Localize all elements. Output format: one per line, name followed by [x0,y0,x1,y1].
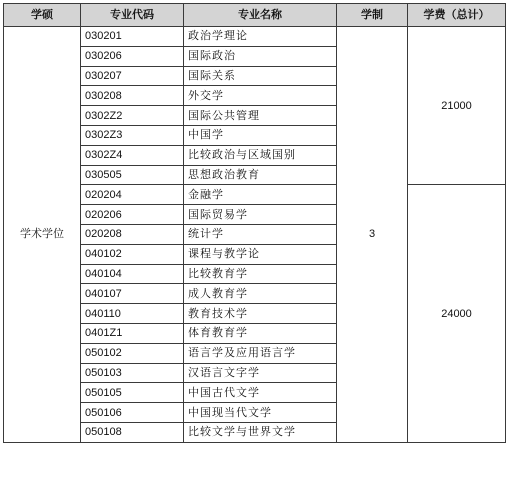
major-name-cell: 比较文学与世界文学 [184,422,337,442]
tuition-fee-cell: 24000 [408,185,506,442]
major-name-cell: 教育技术学 [184,304,337,324]
major-name-cell: 国际政治 [184,46,337,66]
table-row [4,27,506,47]
major-code-cell: 030505 [81,165,184,185]
major-code-cell: 0302Z4 [81,145,184,165]
major-name-cell: 成人教育学 [184,284,337,304]
major-name-cell: 比较教育学 [184,264,337,284]
major-code-cell: 020204 [81,185,184,205]
major-code-cell: 050102 [81,343,184,363]
major-code-cell: 040104 [81,264,184,284]
major-name-cell: 中国学 [184,125,337,145]
major-code-cell: 050105 [81,383,184,403]
major-code-cell: 040102 [81,244,184,264]
table-body [4,27,506,443]
major-name-cell: 比较政治与区域国别 [184,145,337,165]
major-name-cell: 中国古代文学 [184,383,337,403]
major-name-cell: 金融学 [184,185,337,205]
years-cell: 3 [337,27,408,443]
header-name: 专业名称 [184,4,337,27]
major-code-cell: 030201 [81,27,184,47]
document-page [3,3,506,443]
major-name-cell: 思想政治教育 [184,165,337,185]
major-code-cell: 030207 [81,66,184,86]
major-code-cell: 050106 [81,403,184,423]
major-name-cell: 汉语言文字学 [184,363,337,383]
header-code: 专业代码 [81,4,184,27]
header-years: 学制 [337,4,408,27]
major-name-cell: 语言学及应用语言学 [184,343,337,363]
major-code-cell: 050103 [81,363,184,383]
major-name-cell: 国际公共管理 [184,106,337,126]
major-code-cell: 020208 [81,224,184,244]
major-code-cell: 030208 [81,86,184,106]
major-name-cell: 政治学理论 [184,27,337,47]
major-code-cell: 030206 [81,46,184,66]
major-name-cell: 课程与教学论 [184,244,337,264]
major-code-cell: 040107 [81,284,184,304]
major-name-cell: 统计学 [184,224,337,244]
major-name-cell: 中国现当代文学 [184,403,337,423]
tuition-table [3,3,506,443]
major-name-cell: 国际关系 [184,66,337,86]
degree-type-cell: 学术学位 [4,27,81,443]
major-name-cell: 体育教育学 [184,323,337,343]
major-name-cell: 国际贸易学 [184,205,337,225]
header-row [4,4,506,27]
major-code-cell: 050108 [81,422,184,442]
tuition-fee-cell: 21000 [408,27,506,185]
major-code-cell: 0302Z2 [81,106,184,126]
header-category: 学硕 [4,4,81,27]
major-code-cell: 0302Z3 [81,125,184,145]
header-fee: 学费（总计） [408,4,506,27]
major-name-cell: 外交学 [184,86,337,106]
major-code-cell: 020206 [81,205,184,225]
major-code-cell: 040110 [81,304,184,324]
major-code-cell: 0401Z1 [81,323,184,343]
